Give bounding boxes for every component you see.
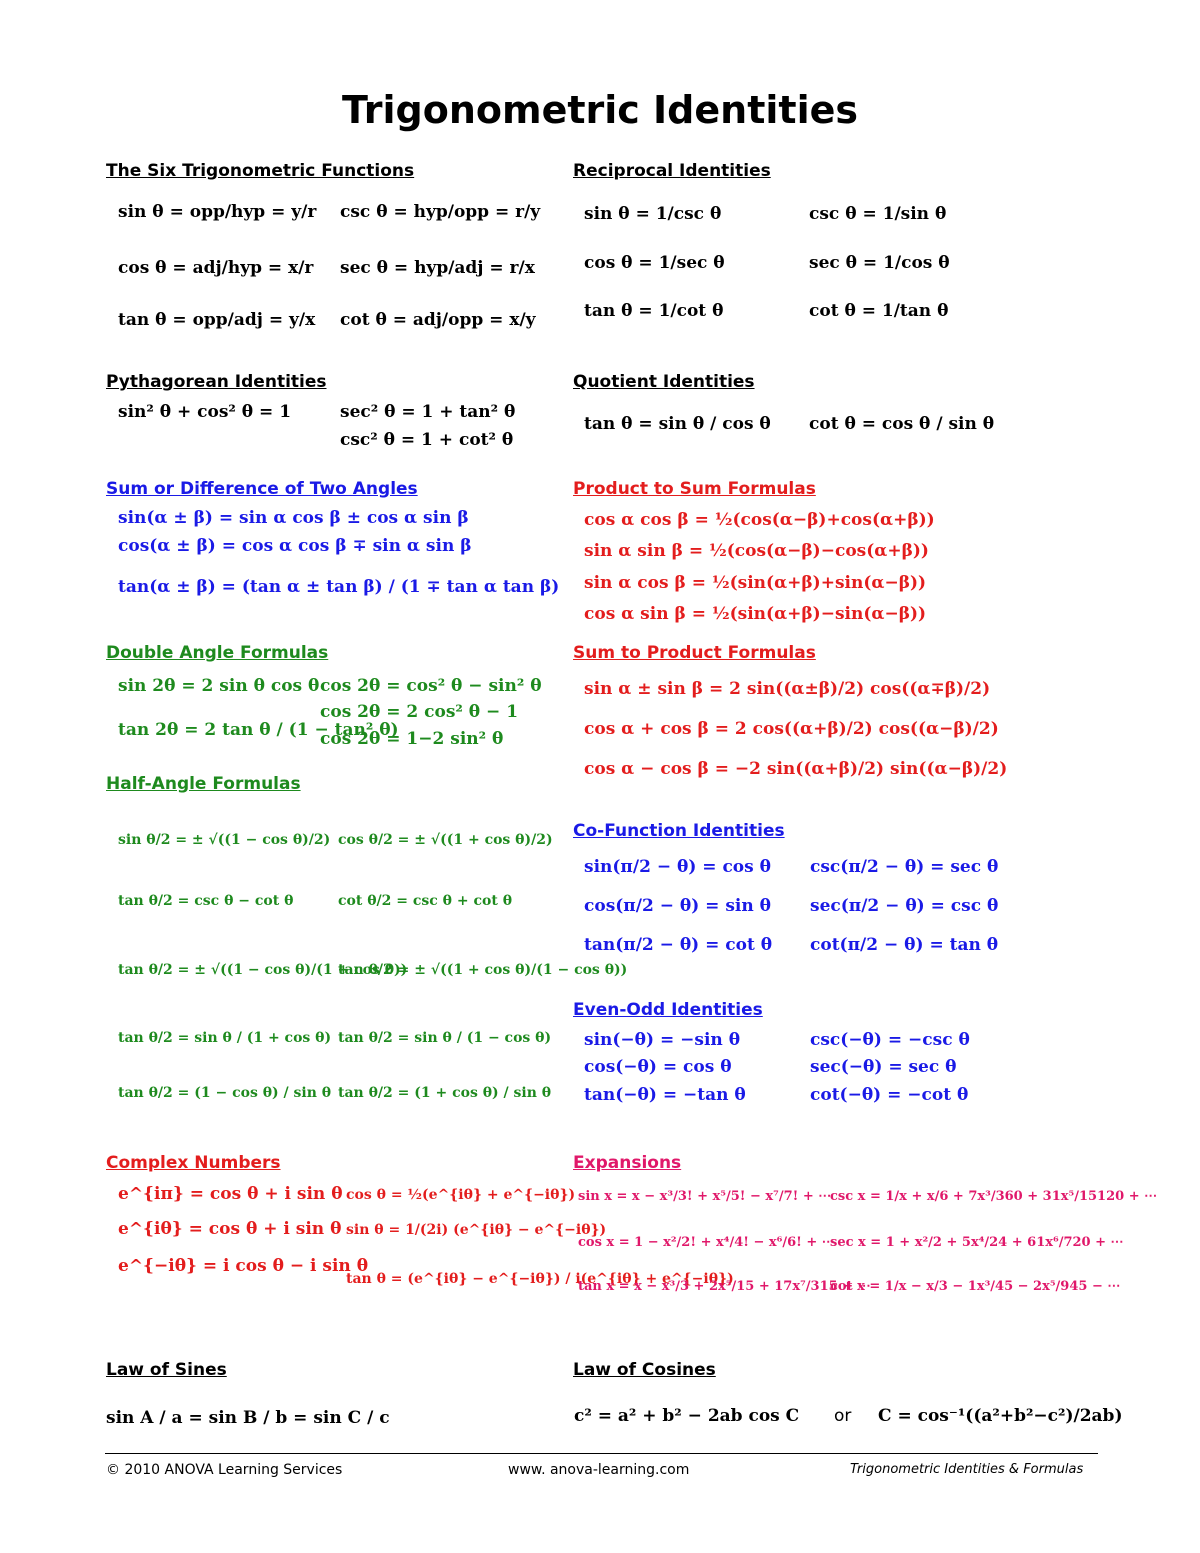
formula-exp-csc: csc x = 1/x + x/6 + 7x³/360 + 31x⁵/15120 + ⋯	[830, 1189, 1158, 1204]
formula-double-cos-3: cos 2θ = 1−2 sin² θ	[320, 729, 504, 749]
footer-url[interactable]: www. anova-learning.com	[508, 1462, 690, 1478]
heading-complex: Complex Numbers	[106, 1153, 281, 1173]
formula-eo-sin: sin(−θ) = −sin θ	[584, 1030, 741, 1050]
formula-half-sin: sin θ/2 = ± √((1 − cos θ)/2)	[118, 832, 331, 848]
formula-half-tan-7: tan θ/2 = (1 + cos θ) / sin θ	[338, 1085, 552, 1101]
formula-cofn-cot: cot(π/2 − θ) = tan θ	[810, 935, 999, 955]
formula-eo-csc: csc(−θ) = −csc θ	[810, 1030, 970, 1050]
heading-product-to-sum: Product to Sum Formulas	[573, 479, 816, 499]
heading-law-sines: Law of Sines	[106, 1360, 227, 1380]
formula-pts-2: sin α sin β = ½(cos(α−β)−cos(α+β))	[584, 541, 929, 561]
formula-stp-1: sin α ± sin β = 2 sin((α±β)/2) cos((α∓β)/2)	[584, 679, 991, 699]
heading-sum-difference: Sum or Difference of Two Angles	[106, 479, 418, 499]
page-title: Trigonometric Identities	[342, 88, 858, 132]
formula-quot-tan: tan θ = sin θ / cos θ	[584, 414, 771, 434]
formula-exp-sin: sin x = x − x³/3! + x⁵/5! − x⁷/7! + ⋯	[578, 1189, 832, 1204]
formula-sum-tan: tan(α ± β) = (tan α ± tan β) / (1 ∓ tan α tan β)	[118, 577, 560, 597]
formula-quot-cot: cot θ = cos θ / sin θ	[809, 414, 995, 434]
formula-pts-4: cos α sin β = ½(sin(α+β)−sin(α−β))	[584, 604, 927, 624]
formula-stp-2: cos α + cos β = 2 cos((α+β)/2) cos((α−β)/2)	[584, 719, 999, 739]
formula-eo-cot: cot(−θ) = −cot θ	[810, 1085, 969, 1105]
formula-eo-sec: sec(−θ) = sec θ	[810, 1057, 957, 1077]
formula-eo-cos: cos(−θ) = cos θ	[584, 1057, 732, 1077]
formula-recip-cos: cos θ = 1/sec θ	[584, 253, 725, 273]
formula-exp-sec: sec x = 1 + x²/2 + 5x⁴/24 + 61x⁶/720 + ⋯	[830, 1235, 1124, 1250]
formula-cofn-sin: sin(π/2 − θ) = cos θ	[584, 857, 771, 877]
footer-copyright: © 2010 ANOVA Learning Services	[106, 1462, 343, 1478]
formula-pts-3: sin α cos β = ½(sin(α+β)+sin(α−β))	[584, 573, 927, 593]
heading-co-function: Co-Function Identities	[573, 821, 785, 841]
law-cosines-or: or	[834, 1406, 852, 1426]
formula-sin-def: sin θ = opp/hyp = y/r	[118, 202, 317, 222]
formula-complex-3: e^{−iθ} = i cos θ − i sin θ	[118, 1256, 369, 1276]
formula-pyth-3: csc² θ = 1 + cot² θ	[340, 430, 514, 450]
formula-exp-tan: tan x = x − x³/3 + 2x⁵/15 + 17x⁷/315 + ⋯	[578, 1279, 871, 1294]
formula-sec-def: sec θ = hyp/adj = r/x	[340, 258, 535, 278]
formula-half-cos: cos θ/2 = ± √((1 + cos θ)/2)	[338, 832, 553, 848]
formula-complex-6: tan θ = (e^{iθ} − e^{−iθ}) / i(e^{iθ} + e^{−iθ})	[346, 1271, 734, 1287]
formula-cofn-tan: tan(π/2 − θ) = cot θ	[584, 935, 773, 955]
formula-half-tan-1: tan θ/2 = csc θ − cot θ	[118, 893, 294, 909]
formula-recip-sin: sin θ = 1/csc θ	[584, 204, 722, 224]
formula-complex-2: e^{iθ} = cos θ + i sin θ	[118, 1219, 342, 1239]
heading-even-odd: Even-Odd Identities	[573, 1000, 763, 1020]
formula-double-cos-1: cos 2θ = cos² θ − sin² θ	[320, 676, 542, 696]
footer-divider	[105, 1453, 1098, 1454]
formula-half-tan-2: tan θ/2 = ± √((1 − cos θ)/(1 + cos θ))	[118, 962, 408, 978]
formula-recip-cot: cot θ = 1/tan θ	[809, 301, 949, 321]
heading-half-angle: Half-Angle Formulas	[106, 774, 301, 794]
formula-eo-tan: tan(−θ) = −tan θ	[584, 1085, 746, 1105]
formula-cos-def: cos θ = adj/hyp = x/r	[118, 258, 314, 278]
formula-complex-5: sin θ = 1/(2i) (e^{iθ} − e^{−iθ})	[346, 1222, 607, 1238]
formula-recip-tan: tan θ = 1/cot θ	[584, 301, 724, 321]
heading-pythagorean: Pythagorean Identities	[106, 372, 327, 392]
formula-law-sines: sin A / a = sin B / b = sin C / c	[106, 1408, 390, 1428]
formula-double-sin: sin 2θ = 2 sin θ cos θ	[118, 676, 320, 696]
formula-cofn-cos: cos(π/2 − θ) = sin θ	[584, 896, 771, 916]
heading-expansions: Expansions	[573, 1153, 682, 1173]
formula-complex-4: cos θ = ½(e^{iθ} + e^{−iθ})	[346, 1187, 576, 1203]
footer-doc-title: Trigonometric Identities & Formulas	[850, 1462, 1084, 1477]
heading-quotient: Quotient Identities	[573, 372, 755, 392]
formula-cofn-sec: sec(π/2 − θ) = csc θ	[810, 896, 999, 916]
formula-tan-def: tan θ = opp/adj = y/x	[118, 310, 316, 330]
formula-exp-cos: cos x = 1 − x²/2! + x⁴/4! − x⁶/6! + ⋯	[578, 1235, 835, 1250]
formula-law-cosines-1: c² = a² + b² − 2ab cos C	[574, 1406, 800, 1426]
formula-sum-cos: cos(α ± β) = cos α cos β ∓ sin α sin β	[118, 536, 472, 556]
formula-half-tan-5: tan θ/2 = ± √((1 + cos θ)/(1 − cos θ))	[338, 962, 628, 978]
formula-pyth-1: sin² θ + cos² θ = 1	[118, 402, 292, 422]
heading-double-angle: Double Angle Formulas	[106, 643, 329, 663]
formula-half-tan-4: tan θ/2 = (1 − cos θ) / sin θ	[118, 1085, 332, 1101]
formula-csc-def: csc θ = hyp/opp = r/y	[340, 202, 541, 222]
formula-half-tan-6: tan θ/2 = sin θ / (1 − cos θ)	[338, 1030, 552, 1046]
formula-pyth-2: sec² θ = 1 + tan² θ	[340, 402, 516, 422]
heading-sum-to-product: Sum to Product Formulas	[573, 643, 816, 663]
formula-sum-sin: sin(α ± β) = sin α cos β ± cos α sin β	[118, 508, 469, 528]
formula-law-cosines-2: C = cos⁻¹((a²+b²−c²)/2ab)	[878, 1406, 1123, 1426]
heading-reciprocal: Reciprocal Identities	[573, 161, 771, 181]
formula-cofn-csc: csc(π/2 − θ) = sec θ	[810, 857, 999, 877]
formula-pts-1: cos α cos β = ½(cos(α−β)+cos(α+β))	[584, 510, 935, 530]
formula-double-tan: tan 2θ = 2 tan θ / (1 − tan² θ)	[118, 720, 399, 740]
formula-stp-3: cos α − cos β = −2 sin((α+β)/2) sin((α−β)/2)	[584, 759, 1008, 779]
formula-exp-cot: cot x = 1/x − x/3 − 1x³/45 − 2x⁵/945 − ⋯	[830, 1279, 1121, 1294]
formula-recip-csc: csc θ = 1/sin θ	[809, 204, 947, 224]
formula-double-cos-2: cos 2θ = 2 cos² θ − 1	[320, 702, 519, 722]
heading-six-functions: The Six Trigonometric Functions	[106, 161, 415, 181]
formula-complex-1: e^{iπ} = cos θ + i sin θ	[118, 1184, 343, 1204]
formula-cot-def: cot θ = adj/opp = x/y	[340, 310, 536, 330]
formula-half-tan-3: tan θ/2 = sin θ / (1 + cos θ)	[118, 1030, 332, 1046]
formula-recip-sec: sec θ = 1/cos θ	[809, 253, 950, 273]
formula-half-cot: cot θ/2 = csc θ + cot θ	[338, 893, 513, 909]
heading-law-cosines: Law of Cosines	[573, 1360, 716, 1380]
